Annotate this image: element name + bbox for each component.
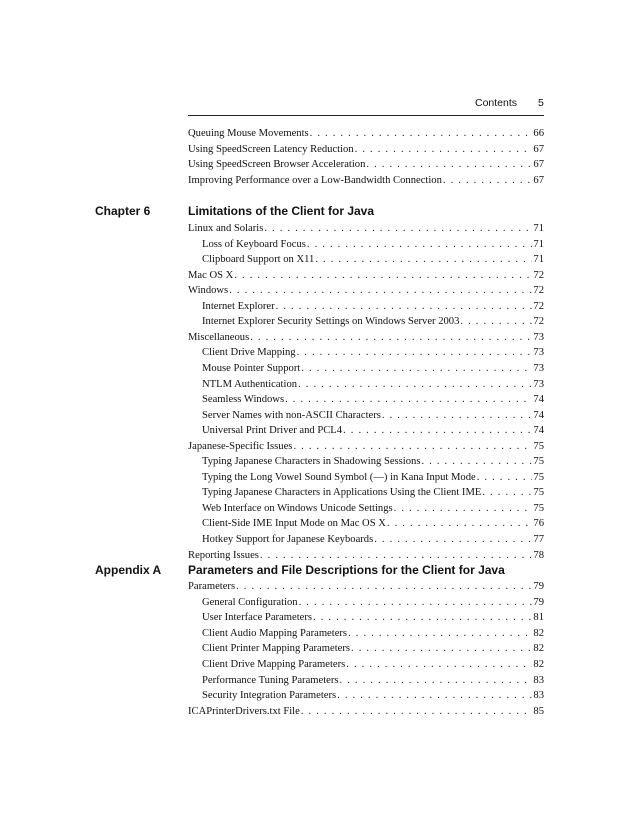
dot-leader: [298, 379, 532, 390]
toc-entry[interactable]: [202, 518, 544, 533]
toc-entry-page: 82: [533, 643, 544, 655]
toc-entry-title: Web Interface on Windows Unicode Settings: [202, 502, 393, 514]
toc-entry-page: 83: [533, 674, 544, 686]
toc-entry-page: 85: [533, 705, 544, 717]
toc-entry[interactable]: [202, 239, 544, 254]
toc-entry[interactable]: [202, 487, 544, 502]
toc-entry-title: Linux and Solaris: [188, 223, 264, 234]
toc-entry[interactable]: [202, 472, 544, 487]
toc-entry-title: Security Integration Parameters: [202, 690, 337, 702]
dot-leader: [421, 456, 532, 467]
dot-leader: [276, 301, 533, 312]
toc-entry-title: Client Audio Mapping Parameters: [202, 627, 348, 639]
toc-entry-page: 67: [533, 143, 544, 155]
toc-entry-page: 79: [533, 581, 544, 592]
toc-entry-page: 71: [533, 238, 544, 250]
dot-leader: [382, 410, 533, 421]
dot-leader: [299, 597, 533, 608]
toc-entry-page: 73: [533, 362, 544, 374]
toc-entry-page: 75: [533, 502, 544, 514]
toc-entry-title: Windows: [188, 285, 229, 297]
toc-entry-title: Using SpeedScreen Latency Reduction: [188, 143, 354, 155]
toc-entry[interactable]: [202, 254, 544, 269]
toc-entry-page: 72: [533, 316, 544, 328]
toc-entry-page: 72: [533, 269, 544, 281]
toc-entry-page: 77: [533, 534, 544, 545]
toc-entry-page: 67: [533, 174, 544, 186]
toc-entry-title: Internet Explorer: [202, 300, 275, 312]
toc-entry-page: 78: [533, 549, 544, 561]
dot-leader: [351, 643, 532, 654]
toc-entry-title: General Configuration: [202, 596, 298, 608]
toc-entry-page: 76: [533, 518, 544, 530]
toc-entry-title: User Interface Parameters: [202, 612, 312, 624]
appendix-a-title[interactable]: Parameters and File Descriptions for the Client for Java: [188, 563, 505, 577]
toc-entry-page: 73: [533, 331, 544, 343]
toc-entry-page: 74: [533, 425, 544, 437]
dot-leader: [229, 285, 532, 296]
toc-entry[interactable]: [202, 643, 544, 658]
dot-leader: [343, 425, 532, 436]
toc-entry[interactable]: [188, 706, 544, 721]
toc-entry-page: 79: [533, 596, 544, 608]
toc-entry-title: Reporting Issues: [188, 549, 259, 561]
toc-entry-title: Typing Japanese Characters in Applications Using the Client IME: [202, 487, 482, 499]
toc-entry[interactable]: [188, 332, 544, 347]
toc-entry-page: 71: [533, 223, 544, 234]
toc-entry[interactable]: [202, 363, 544, 378]
dot-leader: [460, 316, 532, 327]
toc-entry-title: Improving Performance over a Low-Bandwidth Connection: [188, 174, 442, 186]
toc-entry-title: ICAPrinterDrivers.txt File: [188, 705, 300, 717]
dot-leader: [340, 675, 533, 686]
dot-leader: [293, 441, 532, 452]
dot-leader: [394, 503, 533, 514]
dot-leader: [477, 472, 533, 483]
dot-leader: [250, 332, 532, 343]
toc-entry-page: 72: [533, 285, 544, 297]
toc-entry-title: Mac OS X: [188, 269, 234, 281]
toc-entry-page: 75: [533, 440, 544, 452]
toc-entry[interactable]: [202, 347, 544, 362]
chapter-6-title[interactable]: Limitations of the Client for Java: [188, 204, 375, 218]
dot-leader: [346, 659, 532, 670]
toc-entry[interactable]: [202, 690, 544, 705]
toc-entry[interactable]: [188, 270, 544, 285]
toc-entry-title: Seamless Windows: [202, 394, 285, 406]
dot-leader: [236, 581, 532, 592]
dot-leader: [264, 223, 532, 234]
toc-entry-title: Internet Explorer Security Settings on Windows Server 2003: [202, 316, 460, 328]
dot-leader: [482, 487, 532, 498]
page-number: 5: [538, 97, 544, 109]
toc-entry[interactable]: [202, 316, 544, 331]
toc-entry-title: Clipboard Support on X11: [202, 254, 315, 266]
dot-leader: [315, 254, 532, 265]
toc-entry[interactable]: [188, 144, 544, 159]
toc-entry-title: Miscellaneous: [188, 331, 250, 343]
toc-entry-page: 67: [533, 159, 544, 171]
toc-entry[interactable]: [202, 456, 544, 471]
toc-entry-page: 75: [533, 456, 544, 468]
appendix-a-label: Appendix A: [95, 563, 162, 577]
toc-entry-title: Universal Print Driver and PCL4: [202, 425, 343, 437]
dot-leader: [348, 628, 532, 639]
toc-entry-title: Using SpeedScreen Browser Acceleration: [188, 159, 366, 171]
dot-leader: [301, 363, 532, 374]
dot-leader: [285, 394, 532, 405]
chapter-6-label: Chapter 6: [95, 204, 151, 218]
toc-entry[interactable]: [188, 441, 544, 456]
toc-entry-page: 74: [533, 409, 544, 421]
toc-entry[interactable]: [202, 612, 544, 627]
page-header: [0, 97, 638, 113]
toc-entry[interactable]: [188, 223, 544, 238]
toc-entry-page: 71: [533, 254, 544, 266]
toc-entry[interactable]: [188, 159, 544, 174]
toc-entry[interactable]: [188, 285, 544, 300]
toc-entry-page: 83: [533, 690, 544, 702]
toc-entry-title: Performance Tuning Parameters: [202, 674, 339, 686]
dot-leader: [337, 690, 532, 701]
toc-entry-title: Mouse Pointer Support: [202, 362, 301, 374]
dot-leader: [366, 159, 532, 170]
toc-entry-title: Hotkey Support for Japanese Keyboards: [202, 534, 374, 545]
toc-entry[interactable]: [188, 581, 544, 596]
toc-entry-title: Client Drive Mapping: [202, 347, 296, 359]
toc-entry-page: 75: [533, 487, 544, 499]
toc-entry[interactable]: [188, 175, 544, 190]
toc-entry-page: 75: [533, 471, 544, 483]
header-rule: [188, 115, 544, 116]
dot-leader: [387, 518, 533, 529]
toc-entry-title: Loss of Keyboard Focus: [202, 238, 306, 250]
toc-entry[interactable]: [202, 597, 544, 612]
toc-entry-title: Server Names with non-ASCII Characters: [202, 409, 381, 421]
toc-entry-title: Parameters: [188, 581, 236, 592]
dot-leader: [313, 612, 532, 623]
toc-entry-page: 73: [533, 347, 544, 359]
toc-entry[interactable]: [202, 410, 544, 425]
toc-entry-title: Queuing Mouse Movements: [188, 128, 309, 139]
toc-entry[interactable]: [202, 675, 544, 690]
dot-leader: [355, 144, 533, 155]
toc-entry-page: 66: [533, 128, 544, 139]
dot-leader: [443, 175, 533, 186]
dot-leader: [374, 534, 532, 545]
toc-entry[interactable]: [202, 659, 544, 674]
toc-entry-page: 72: [533, 300, 544, 312]
toc-entry-page: 82: [533, 659, 544, 670]
dot-leader: [307, 239, 533, 250]
toc-entry[interactable]: [202, 301, 544, 316]
toc-entry-title: Client-Side IME Input Mode on Mac OS X: [202, 518, 386, 530]
toc-entry[interactable]: [202, 394, 544, 409]
dot-leader: [297, 347, 533, 358]
toc-entry-page: 82: [533, 627, 544, 639]
toc-entry-title: NTLM Authentication: [202, 378, 298, 390]
toc-entry-title: Client Printer Mapping Parameters: [202, 643, 350, 655]
toc-entry-title: Typing Japanese Characters in Shadowing Sessions: [202, 456, 421, 468]
dot-leader: [301, 706, 533, 717]
dot-leader: [310, 128, 533, 139]
running-title: Contents: [475, 97, 518, 109]
toc-entry[interactable]: [202, 503, 544, 518]
toc-entry[interactable]: [202, 628, 544, 643]
toc-entry-title: Client Drive Mapping Parameters: [202, 659, 346, 670]
toc-entry-page: 81: [533, 612, 544, 624]
toc-entry-page: 74: [533, 394, 544, 406]
toc-entry[interactable]: [188, 128, 544, 143]
toc-entry-title: Typing the Long Vowel Sound Symbol (—) in Kana Input Mode: [202, 471, 476, 483]
toc-entry[interactable]: [202, 379, 544, 394]
toc-entry-title: Japanese-Specific Issues: [188, 440, 293, 452]
toc-entry[interactable]: [202, 425, 544, 440]
dot-leader: [260, 550, 532, 561]
dot-leader: [234, 270, 532, 281]
toc-entry[interactable]: [202, 534, 544, 549]
toc-entry-page: 73: [533, 378, 544, 390]
